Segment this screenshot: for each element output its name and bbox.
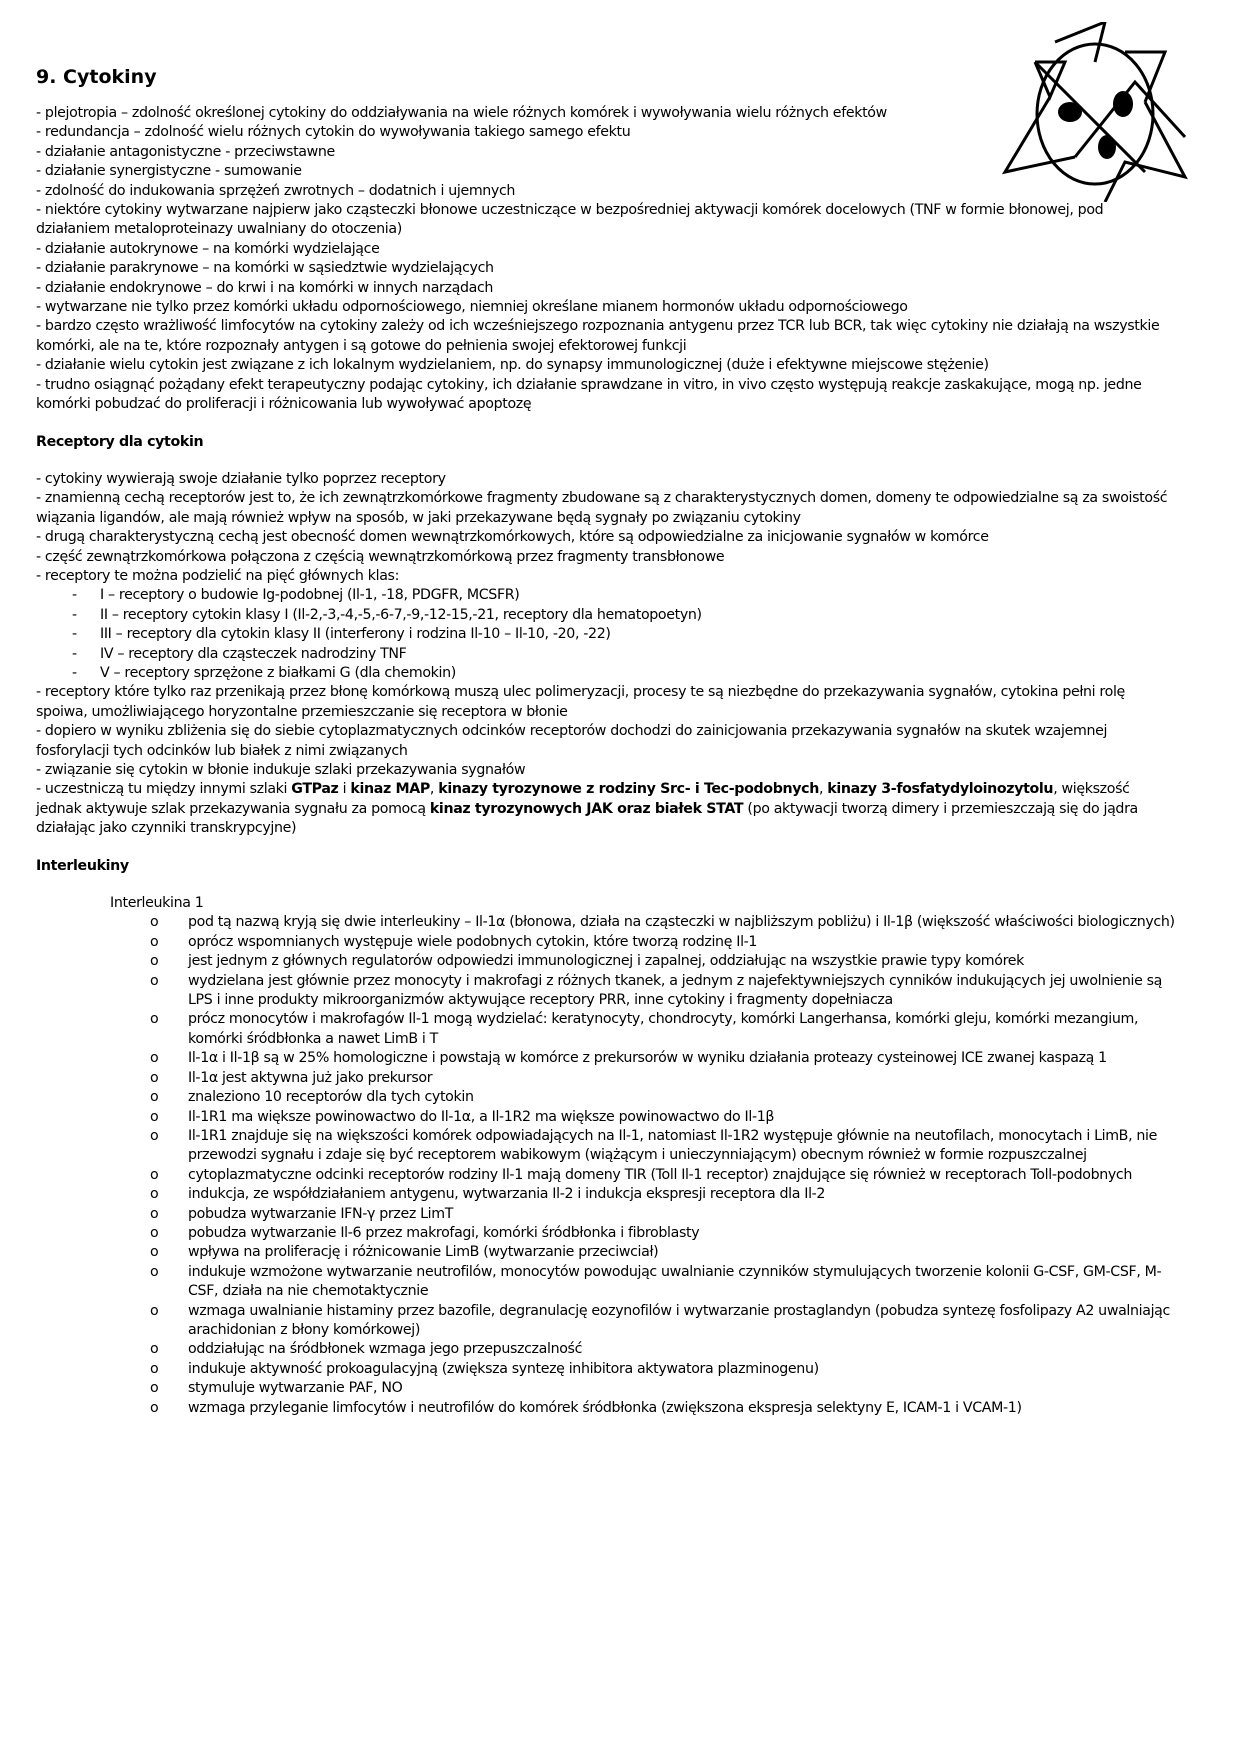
document-title: 9. Cytokiny (36, 66, 157, 88)
list-item (36, 1127, 1176, 1166)
paragraph: - receptory które tylko raz przenikają przez błonę komórkową muszą ulec polimeryzacji, procesy te są niezbędne do przekazywania sygnałów, cytokina pełni rolę spoiwa, umożliwiającego horyzontalne przemieszczanie się receptora w błonie (36, 684, 1125, 720)
list-marker: o (150, 1360, 159, 1377)
text-run: i (338, 781, 351, 798)
section-heading-interleukins: Interleukiny (36, 857, 129, 874)
receptor-classes-list (36, 586, 1176, 683)
list-item-text: indukuje wzmożone wytwarzanie neutrofilów, monocytów powodując uwalnianie czynników stymulujących tworzenie kolonii G-CSF, GM-CSF, M-CSF, działa na nie chemotaktycznie (188, 1263, 1162, 1300)
list-item-text: wydzielana jest głównie przez monocyty i makrofagi z różnych tkanek, a jednym z najefektywniejszych cynników indukujących jej uwolnienie są LPS i inne produkty mikroorganizmów aktywujące receptory PRR, inne cytokiny i fragmenty dopełniacza (188, 972, 1163, 1009)
receptors-paragraphs (36, 470, 1176, 586)
list-item (36, 1205, 1176, 1224)
list-item (36, 645, 1176, 664)
list-item-text: Il-1α jest aktywna już jako prekursor (188, 1069, 433, 1086)
paragraph: - dopiero w wyniku zbliżenia się do siebie cytoplazmatycznych odcinków receptorów dochodzi do zainicjowania przekazywania sygnałów na skutek wzajemnej fosforylacji tych odcinków lub białek z nimi związanych (36, 723, 1108, 759)
list-item-text: cytoplazmatyczne odcinki receptorów rodziny Il-1 mają domeny TIR (Toll Il-1 receptor) znajdujące się również w receptorach Toll-podobnych (188, 1166, 1132, 1183)
list-marker: - (72, 587, 77, 604)
list-marker: o (150, 1263, 159, 1280)
list-item (36, 1399, 1176, 1418)
list-item-text: stymuluje wytwarzanie PAF, NO (188, 1380, 403, 1397)
subheading-interleukin-1: Interleukina 1 (110, 895, 204, 912)
paragraph: - trudno osiągnąć pożądany efekt terapeutyczny podając cytokiny, ich działanie sprawdzane in vitro, in vivo często występują reakcje zaskakujące, mogą np. jedne komórki pobudzać do proliferacji i różnicowania lub wywoływać apoptozę (36, 376, 1142, 413)
list-item (36, 1108, 1176, 1127)
list-marker: o (150, 1011, 159, 1028)
list-marker: - (72, 664, 77, 681)
list-item (36, 972, 1176, 1011)
paragraph: - działanie parakrynowe – na komórki w sąsiedztwie wydzielających (36, 260, 494, 277)
paragraph: - znamienną cechą receptorów jest to, że ich zewnątrzkomórkowe fragmenty zbudowane są z charakterystycznych domen, domeny te odpowiedzialne są za swoistość wiązania ligandów, ale mają również wpływ na sposób, w jaki przekazywane będą sygnały po związaniu cytokiny (36, 490, 1168, 526)
bold-term: kinazy tyrozynowe z rodziny Src- i Tec-podobnych (438, 781, 819, 798)
list-item (36, 606, 1176, 625)
paragraph: - działanie wielu cytokin jest związane z ich lokalnym wydzielaniem, np. do synapsy immunologicznej (duże i efektywne miejscowe stężenie) (36, 357, 989, 374)
list-item-text: Il-1α i Il-1β są w 25% homologiczne i powstają w komórce z prekursorów w wyniku działania proteazy cysteinowej ICE zwanej kaspazą 1 (188, 1050, 1107, 1067)
text-run: (po aktywacji tworzą dimery i przemieszczają się do jądra działając jako czynniki transkrypcyjne) (36, 800, 1138, 837)
list-marker: o (150, 1205, 159, 1222)
list-item-text: oddziałując na śródbłonek wzmaga jego przepuszczalność (188, 1341, 583, 1358)
list-marker: o (150, 1166, 159, 1183)
list-marker: o (150, 972, 159, 989)
list-item-text: III – receptory dla cytokin klasy II (interferony i rodzina Il-10 – Il-10, -20, -22) (100, 626, 611, 643)
list-item (36, 952, 1176, 971)
list-item (36, 1243, 1176, 1262)
list-item-text: pobudza wytwarzanie IFN-γ przez LimT (188, 1205, 454, 1222)
interleukin-1-list (36, 913, 1176, 1418)
receptors-paragraphs-after (36, 683, 1176, 780)
list-item (36, 1302, 1176, 1341)
list-item (36, 1340, 1176, 1359)
list-item-text: pobudza wytwarzanie Il-6 przez makrofagi, komórki śródbłonka i fibroblasty (188, 1224, 700, 1241)
list-item-text: I – receptory o budowie Ig-podobnej (Il-1, -18, PDGFR, MCSFR) (100, 587, 520, 604)
paragraph: - działanie antagonistyczne - przeciwstawne (36, 143, 335, 160)
paragraph: - zdolność do indukowania sprzężeń zwrotnych – dodatnich i ujemnych (36, 182, 516, 199)
signaling-pathways-paragraph (36, 780, 1176, 838)
list-item-text: wpływa na proliferację i różnicowanie LimB (wytwarzanie przeciwciał) (188, 1244, 659, 1261)
paragraph: - receptory te można podzielić na pięć głównych klas: (36, 567, 400, 584)
list-item-text: Il-1R1 znajduje się na większości komórek odpowiadających na Il-1, natomiast Il-1R2 występuje głównie na neutofilach, monocytach i LimB, nie przewodzi sygnału i zdaje się być receptorem wabikowym (wiążącym i unieczynniającym) obecnym również w formie rozpuszczalnej (188, 1127, 1158, 1164)
list-item (36, 933, 1176, 952)
paragraph: - działanie synergistyczne - sumowanie (36, 163, 302, 180)
list-item-text: wzmaga uwalnianie histaminy przez bazofile, degranulację eozynofilów i wytwarzanie prostaglandyn (pobudza syntezę fosfolipazy A2 uwalniając arachidonian z błony komórkowej) (188, 1302, 1170, 1338)
list-item-text: indukuje aktywność prokoagulacyjną (zwiększa syntezę inhibitora aktywatora plazminogenu) (188, 1360, 819, 1377)
list-marker: o (150, 1127, 159, 1144)
paragraph: - związanie się cytokin w błonie indukuje szlaki przekazywania sygnałów (36, 762, 526, 778)
paragraph: - wytwarzane nie tylko przez komórki układu odpornościowego, niemniej określane mianem hormonów układu odpornościowego (36, 299, 908, 316)
list-marker: o (150, 1302, 159, 1319)
bold-term: GTPaz (291, 781, 339, 798)
section-heading-receptors: Receptory dla cytokin (36, 433, 204, 450)
list-item (36, 1379, 1176, 1398)
list-item (36, 1069, 1176, 1088)
list-item (36, 1185, 1176, 1204)
list-marker: - (72, 645, 77, 662)
bold-term: kinaz tyrozynowych JAK oraz białek STAT (429, 800, 744, 817)
list-marker: o (150, 1341, 159, 1358)
list-item (36, 664, 1176, 683)
bold-term: kinaz MAP (350, 781, 430, 798)
list-item (36, 1224, 1176, 1243)
list-marker: o (150, 1069, 159, 1086)
list-marker: o (150, 1108, 159, 1125)
list-marker: o (150, 914, 159, 931)
bold-term: kinazy 3-fosfatydyloinozytolu (827, 781, 1054, 798)
list-item (36, 913, 1176, 932)
list-marker: o (150, 1399, 159, 1416)
list-marker: o (150, 933, 159, 950)
list-item (36, 1360, 1176, 1379)
text-run: - uczestniczą tu między innymi szlaki (36, 781, 292, 798)
text-run: , (818, 781, 828, 798)
list-marker: o (150, 1224, 159, 1241)
text-run: , (429, 781, 439, 798)
intro-list (36, 104, 1176, 415)
paragraph: - drugą charakterystyczną cechą jest obecność domen wewnątrzkomórkowych, które są odpowiedzialne za inicjowanie sygnałów w komórce (36, 529, 989, 546)
paragraph: - działanie autokrynowe – na komórki wydzielające (36, 240, 380, 257)
list-item (36, 1049, 1176, 1068)
list-marker: o (150, 1050, 159, 1067)
list-item-text: jest jednym z głównych regulatorów odpowiedzi immunologicznej i zapalnej, oddziałując na wszystkie prawie typy komórek (188, 953, 1025, 970)
list-marker: o (150, 1089, 159, 1106)
paragraph: - cytokiny wywierają swoje działanie tylko poprzez receptory (36, 470, 446, 487)
list-item (36, 1166, 1176, 1185)
list-marker: o (150, 1244, 159, 1261)
paragraph: - niektóre cytokiny wytwarzane najpierw jako cząsteczki błonowe uczestniczące w bezpośredniej aktywacji komórek docelowych (TNF w formie błonowej, pod działaniem metaloproteinazy uwalniany do otoczenia) (36, 202, 1104, 238)
list-item-text: wzmaga przyleganie limfocytów i neutrofilów do komórek śródbłonka (zwiększona ekspresja selektyny E, ICAM-1 i VCAM-1) (188, 1399, 1022, 1416)
list-item (36, 1263, 1176, 1302)
list-item-text: prócz monocytów i makrofagów Il-1 mogą wydzielać: keratynocyty, chondrocyty, komórki Langerhansa, komórki gleju, komórki mezangium, komórki śródbłonka a nawet LimB i T (188, 1011, 1139, 1047)
list-item-text: V – receptory sprzężone z białkami G (dla chemokin) (100, 664, 456, 681)
list-marker: - (72, 626, 77, 643)
list-marker: - (72, 606, 77, 623)
list-marker: o (150, 953, 159, 970)
list-item-text: Il-1R1 ma większe powinowactwo do Il-1α, a Il-1R2 ma większe powinowactwo do Il-1β (188, 1108, 775, 1125)
text-run: , większość jednak aktywuje szlak przekazywania sygnału za pomocą (36, 781, 1130, 817)
list-item-text: IV – receptory dla cząsteczek nadrodziny TNF (100, 645, 407, 662)
paragraph: - działanie endokrynowe – do krwi i na komórki w innych narządach (36, 279, 494, 296)
list-item (36, 1088, 1176, 1107)
paragraph: - bardzo często wrażliwość limfocytów na cytokiny zależy od ich wcześniejszego rozpoznania antygenu przez TCR lub BCR, tak więc cytokiny nie działają na wszystkie komórki, ale na te, które rozpoznały antygen i są gotowe do pełnienia swojej efektorowej funkcji (36, 318, 1160, 354)
list-item (36, 1010, 1176, 1049)
list-marker: o (150, 1380, 159, 1397)
list-marker: o (150, 1186, 159, 1203)
paragraph: - plejotropia – zdolność określonej cytokiny do oddziaływania na wiele różnych komórek i wywoływania wielu różnych efektów (36, 105, 887, 121)
list-item-text: znaleziono 10 receptorów dla tych cytokin (188, 1089, 474, 1106)
list-item-text: oprócz wspomnianych występuje wiele podobnych cytokin, które tworzą rodzinę Il-1 (188, 933, 758, 950)
list-item-text: indukcja, ze współdziałaniem antygenu, wytwarzania Il-2 i indukcja ekspresji receptora dla Il-2 (188, 1186, 826, 1203)
list-item-text: II – receptory cytokin klasy I (Il-2,-3,-4,-5,-6-7,-9,-12-15,-21, receptory dla hematopoetyn) (100, 606, 702, 623)
list-item (36, 586, 1176, 605)
document-page (36, 64, 1176, 1418)
paragraph: - redundancja – zdolność wielu różnych cytokin do wywoływania takiego samego efektu (36, 124, 631, 141)
list-item-text: pod tą nazwą kryją się dwie interleukiny – Il-1α (błonowa, działa na cząsteczki w najbliższym pobliżu) i Il-1β (większość właściwości biologicznych) (188, 914, 1175, 931)
paragraph: - część zewnątrzkomórkowa połączona z częścią wewnątrzkomórkową przez fragmenty transbłonowe (36, 548, 725, 565)
list-item (36, 625, 1176, 644)
